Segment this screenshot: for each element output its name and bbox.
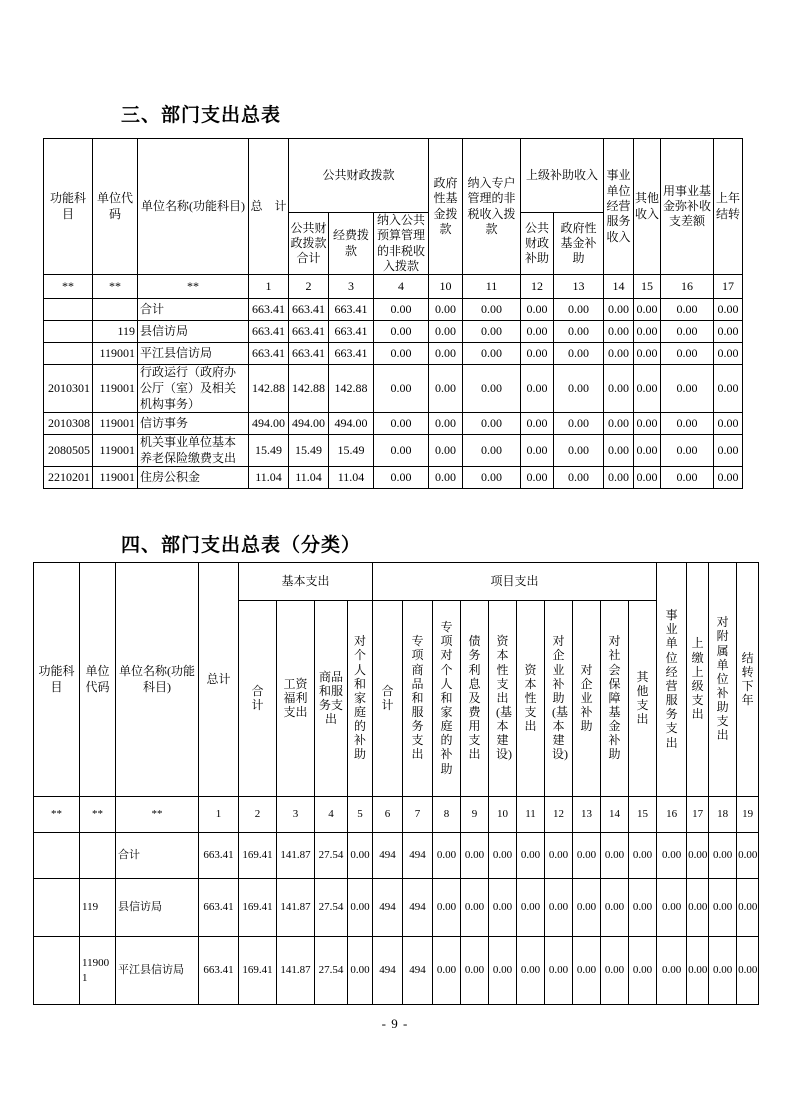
col-expense-grant: 经费拨款 [329, 213, 374, 275]
table-cell: 663.41 [199, 833, 239, 879]
table-row [34, 879, 759, 937]
table-cell: 27.54 [315, 879, 348, 937]
table-cell: 169.41 [239, 833, 277, 879]
table-cell: 8 [433, 797, 461, 833]
table-cell: 0.00 [661, 467, 714, 489]
table-cell: 0.00 [489, 879, 517, 937]
table-cell: 494.00 [289, 413, 329, 435]
table-cell: 13 [573, 797, 601, 833]
table-cell: 119001 [93, 435, 138, 467]
table-cell: 0.00 [545, 833, 573, 879]
table-cell: 5 [348, 797, 373, 833]
table-cell: 0.00 [687, 937, 709, 1005]
table-cell: 13 [554, 275, 604, 299]
col-gov-fund-grant: 政府性基金拨款 [429, 139, 463, 275]
table-cell: 0.00 [374, 435, 429, 467]
table-cell: 119 [80, 879, 116, 937]
col-special-personal-family: 专项对个人和家庭的补助 [433, 601, 461, 797]
table-cell: 0.00 [461, 833, 489, 879]
table-cell: 0.00 [554, 365, 604, 413]
table-cell: 119001 [93, 467, 138, 489]
col-prev-year-carryover: 上年结转 [714, 139, 743, 275]
table-cell: 15.49 [289, 435, 329, 467]
table-cell: 141.87 [277, 879, 315, 937]
table-cell: 0.00 [429, 343, 463, 365]
table-cell: 机关事业单位基本养老保险缴费支出 [138, 435, 249, 467]
table-cell: 0.00 [714, 435, 743, 467]
table-cell: ** [116, 797, 199, 833]
table-cell: 0.00 [709, 833, 737, 879]
table-cell: 0.00 [554, 321, 604, 343]
col-enterprise-subsidy-basic: 对企业补助(基本建设) [545, 601, 573, 797]
table-cell: 6 [373, 797, 403, 833]
col-capital: 资本性支出 [517, 601, 545, 797]
table-cell: 119 [93, 321, 138, 343]
table-cell: 494.00 [329, 413, 374, 435]
col-unit-name: 单位名称(功能科目) [116, 563, 199, 797]
table-cell: 0.00 [657, 879, 687, 937]
table-cell [34, 937, 80, 1005]
table-cell: 0.00 [433, 937, 461, 1005]
col-enterprise-subsidy: 对企业补助 [573, 601, 601, 797]
table-cell: 11 [463, 275, 521, 299]
table-cell: 0.00 [634, 413, 661, 435]
table-cell: 0.00 [374, 365, 429, 413]
table-cell: 2210201 [44, 467, 93, 489]
table-cell: 0.00 [429, 321, 463, 343]
table-cell: 0.00 [661, 365, 714, 413]
table-cell: 0.00 [737, 879, 759, 937]
table-cell: 0.00 [463, 413, 521, 435]
table-cell: 2 [239, 797, 277, 833]
col-business-service-income: 事业单位经营服务收入 [604, 139, 634, 275]
table-cell: 0.00 [489, 833, 517, 879]
table-cell: 0.00 [521, 435, 554, 467]
table-cell: 0.00 [429, 467, 463, 489]
table-cell: 0.00 [573, 833, 601, 879]
group-basic-expenditure: 基本支出 [239, 563, 373, 601]
table-cell: 119001 [93, 343, 138, 365]
table-cell: 0.00 [629, 833, 657, 879]
table-cell: ** [138, 275, 249, 299]
col-goods-services: 商品和服务支出 [315, 601, 348, 797]
table-cell: 17 [714, 275, 743, 299]
table-cell: 0.00 [661, 413, 714, 435]
department-expenditure-classified-table [33, 562, 759, 1005]
col-other-income: 其他收入 [634, 139, 661, 275]
table-cell: 7 [403, 797, 433, 833]
table-cell: 15.49 [329, 435, 374, 467]
table-cell: 0.00 [714, 413, 743, 435]
table-cell: 0.00 [545, 937, 573, 1005]
table-cell: 0.00 [687, 879, 709, 937]
table-cell: 0.00 [433, 879, 461, 937]
col-business-service-expense: 事业单位经营服务支出 [657, 563, 687, 797]
table-cell: 0.00 [517, 937, 545, 1005]
table-cell: 0.00 [604, 413, 634, 435]
table-cell: 16 [657, 797, 687, 833]
col-carryover-next-year: 结转下年 [737, 563, 759, 797]
table-cell: 0.00 [521, 413, 554, 435]
table-cell: 0.00 [463, 343, 521, 365]
table-cell: 0.00 [604, 343, 634, 365]
table-cell: 11.04 [329, 467, 374, 489]
table-cell: 0.00 [433, 833, 461, 879]
table-cell: 0.00 [601, 879, 629, 937]
table-cell: 0.00 [657, 833, 687, 879]
table-cell: 0.00 [348, 833, 373, 879]
col-total: 总 计 [249, 139, 289, 275]
group-public-finance: 公共财政拨款 [289, 139, 429, 213]
table-cell: 663.41 [289, 343, 329, 365]
table-cell: 0.00 [737, 937, 759, 1005]
table-cell: 0.00 [517, 833, 545, 879]
table-cell: 0.00 [521, 365, 554, 413]
table-cell: 合计 [138, 299, 249, 321]
table-cell: 0.00 [573, 937, 601, 1005]
table-cell: 0.00 [348, 879, 373, 937]
table-cell: 17 [687, 797, 709, 833]
table-cell: 11.04 [249, 467, 289, 489]
table-cell: 494 [403, 833, 433, 879]
table-cell: 10 [429, 275, 463, 299]
table3-title: 三、部门支出总表 [121, 105, 282, 126]
table-cell: 0.00 [463, 321, 521, 343]
table-cell: 16 [661, 275, 714, 299]
table-cell: 4 [374, 275, 429, 299]
table-cell: 142.88 [329, 365, 374, 413]
table-cell: 2 [289, 275, 329, 299]
table-cell: 0.00 [573, 879, 601, 937]
table-cell: 0.00 [429, 413, 463, 435]
table-cell [44, 299, 93, 321]
table-cell: 0.00 [429, 299, 463, 321]
table-cell [44, 343, 93, 365]
table-cell: 0.00 [661, 343, 714, 365]
col-nontax-in-budget: 纳入公共预算管理的非税收入拨款 [374, 213, 429, 275]
table-cell: 0.00 [521, 343, 554, 365]
table-cell: 169.41 [239, 879, 277, 937]
table-cell: 663.41 [249, 299, 289, 321]
page-number: - 9 - [381, 1016, 409, 1031]
table-cell: 0.00 [657, 937, 687, 1005]
table-row [44, 467, 743, 489]
table-cell: 0.00 [634, 321, 661, 343]
table-cell [34, 879, 80, 937]
table-cell: 0.00 [461, 879, 489, 937]
table-cell: 0.00 [554, 413, 604, 435]
table-cell: 0.00 [714, 299, 743, 321]
col-capital-basic-construction: 资本性支出(基本建设) [489, 601, 517, 797]
table-cell: 0.00 [601, 937, 629, 1005]
table-cell: 0.00 [714, 365, 743, 413]
col-debt-interest-fee: 债务利息及费用支出 [461, 601, 489, 797]
table-cell: 10 [489, 797, 517, 833]
table-cell: ** [34, 797, 80, 833]
table-cell [80, 833, 116, 879]
table-cell: 494 [403, 937, 433, 1005]
table-cell: 663.41 [249, 343, 289, 365]
table-cell: 0.00 [521, 321, 554, 343]
table-cell: 0.00 [634, 299, 661, 321]
col-unit-code: 单位代码 [80, 563, 116, 797]
table-cell: 0.00 [687, 833, 709, 879]
department-expenditure-table [43, 138, 743, 489]
table-row [44, 343, 743, 365]
table-cell: 0.00 [374, 299, 429, 321]
table-cell: 663.41 [199, 879, 239, 937]
table-cell: 663.41 [329, 343, 374, 365]
col-func-subject: 功能科目 [44, 139, 93, 275]
table-cell: 0.00 [463, 467, 521, 489]
col-gov-fund-subsidy: 政府性基金补助 [554, 213, 604, 275]
table-cell [44, 321, 93, 343]
table-cell: 494 [373, 833, 403, 879]
table-cell: 0.00 [554, 343, 604, 365]
table-cell: 2010301 [44, 365, 93, 413]
table-cell: 119001 [93, 413, 138, 435]
table-cell: 合计 [116, 833, 199, 879]
table-cell: 12 [545, 797, 573, 833]
table-cell: 494 [373, 879, 403, 937]
table-cell: 0.00 [517, 879, 545, 937]
col-basic-total: 合计 [239, 601, 277, 797]
table-cell: 0.00 [629, 937, 657, 1005]
table-cell: 142.88 [249, 365, 289, 413]
table4-title: 四、部门支出总表（分类） [121, 535, 362, 556]
table-cell: 663.41 [289, 321, 329, 343]
col-unit-name: 单位名称(功能科目) [138, 139, 249, 275]
table-cell: 663.41 [329, 321, 374, 343]
col-other-expense: 其他支出 [629, 601, 657, 797]
table-row [44, 413, 743, 435]
table-cell: 0.00 [714, 467, 743, 489]
table-cell: 12 [521, 275, 554, 299]
table-cell: 平江县信访局 [116, 937, 199, 1005]
table-cell: 0.00 [554, 435, 604, 467]
table-cell: 0.00 [554, 299, 604, 321]
table-cell: 18 [709, 797, 737, 833]
table-cell: 县信访局 [116, 879, 199, 937]
table-cell: 119001 [93, 365, 138, 413]
table-cell: 0.00 [521, 299, 554, 321]
col-salary-welfare: 工资福利支出 [277, 601, 315, 797]
table-cell [93, 299, 138, 321]
table-cell: 27.54 [315, 937, 348, 1005]
table-cell: 169.41 [239, 937, 277, 1005]
table-cell: 663.41 [289, 299, 329, 321]
table-cell: 0.00 [554, 467, 604, 489]
table-cell: 信访事务 [138, 413, 249, 435]
col-social-security-fund-subsidy: 对社会保障基金补助 [601, 601, 629, 797]
col-personal-family-subsidy: 对个人和家庭的补助 [348, 601, 373, 797]
table-cell: 0.00 [634, 435, 661, 467]
col-unit-code: 单位代码 [93, 139, 138, 275]
table-cell: 0.00 [489, 937, 517, 1005]
table-cell: 0.00 [521, 467, 554, 489]
table-cell: 0.00 [429, 435, 463, 467]
table-cell: 0.00 [604, 321, 634, 343]
table-cell: 1 [199, 797, 239, 833]
table-cell: 0.00 [634, 343, 661, 365]
table-cell: ** [44, 275, 93, 299]
table-cell: 0.00 [463, 365, 521, 413]
table-row [44, 299, 743, 321]
table-cell: 141.87 [277, 833, 315, 879]
table-cell: 19 [737, 797, 759, 833]
table-cell: 0.00 [374, 467, 429, 489]
table-cell: 119001 [80, 937, 116, 1005]
table-cell: 0.00 [661, 299, 714, 321]
table-cell: 15.49 [249, 435, 289, 467]
table-cell: 3 [277, 797, 315, 833]
table-cell: ** [93, 275, 138, 299]
table-cell: 2080505 [44, 435, 93, 467]
table-row [34, 833, 759, 879]
table-cell: 0.00 [374, 321, 429, 343]
table-cell [34, 833, 80, 879]
table-cell: 0.00 [545, 879, 573, 937]
table-cell: 0.00 [463, 299, 521, 321]
table-cell: 0.00 [629, 879, 657, 937]
col-public-finance-subsidy: 公共财政补助 [521, 213, 554, 275]
col-pay-upper-level: 上缴上级支出 [687, 563, 709, 797]
col-total: 总计 [199, 563, 239, 797]
table-row [44, 321, 743, 343]
column-index-row [44, 275, 743, 299]
col-special-goods-services: 专项商品和服务支出 [403, 601, 433, 797]
table-row [44, 365, 743, 413]
table-cell: 494 [403, 879, 433, 937]
col-nontax-special: 纳入专户管理的非税收入拨款 [463, 139, 521, 275]
table-cell: 行政运行（政府办公厅（室）及相关机构事务） [138, 365, 249, 413]
table-cell: 0.00 [461, 937, 489, 1005]
table-cell: 663.41 [329, 299, 374, 321]
table-cell: 0.00 [709, 937, 737, 1005]
table-cell: 县信访局 [138, 321, 249, 343]
table-cell: 0.00 [634, 365, 661, 413]
table-cell: 494 [373, 937, 403, 1005]
table-cell: 0.00 [714, 321, 743, 343]
table-cell: 0.00 [661, 435, 714, 467]
col-public-finance-total: 公共财政拨款合计 [289, 213, 329, 275]
table-cell: 15 [634, 275, 661, 299]
table-cell: 3 [329, 275, 374, 299]
table-cell: 0.00 [374, 343, 429, 365]
table-cell: 0.00 [634, 467, 661, 489]
table-row [34, 937, 759, 1005]
table-cell: 0.00 [348, 937, 373, 1005]
table-cell: 0.00 [463, 435, 521, 467]
table-cell: 14 [601, 797, 629, 833]
table-cell: 663.41 [199, 937, 239, 1005]
table-row [44, 435, 743, 467]
table-cell: 0.00 [709, 879, 737, 937]
table-cell: 0.00 [714, 343, 743, 365]
col-project-total: 合计 [373, 601, 403, 797]
col-func-subject: 功能科目 [34, 563, 80, 797]
table-cell: 15 [629, 797, 657, 833]
table-cell: ** [80, 797, 116, 833]
table-cell: 0.00 [604, 365, 634, 413]
table-cell: 663.41 [249, 321, 289, 343]
table-cell: 11.04 [289, 467, 329, 489]
table-cell: 141.87 [277, 937, 315, 1005]
table-cell: 27.54 [315, 833, 348, 879]
table-cell: 平江县信访局 [138, 343, 249, 365]
table-cell: 0.00 [737, 833, 759, 879]
table-cell: 11 [517, 797, 545, 833]
table-cell: 0.00 [604, 467, 634, 489]
table-cell: 0.00 [604, 435, 634, 467]
table-cell: 14 [604, 275, 634, 299]
table-cell: 0.00 [429, 365, 463, 413]
table-cell: 142.88 [289, 365, 329, 413]
table-cell: 0.00 [601, 833, 629, 879]
table-cell: 0.00 [374, 413, 429, 435]
table-cell: 1 [249, 275, 289, 299]
table-cell: 0.00 [604, 299, 634, 321]
group-superior-subsidy: 上级补助收入 [521, 139, 604, 213]
column-index-row [34, 797, 759, 833]
table-cell: 9 [461, 797, 489, 833]
table-cell: 4 [315, 797, 348, 833]
col-career-fund-balance: 用事业基金弥补收支差额 [661, 139, 714, 275]
table-cell: 0.00 [661, 321, 714, 343]
group-project-expenditure: 项目支出 [373, 563, 657, 601]
table-cell: 住房公积金 [138, 467, 249, 489]
table-cell: 494.00 [249, 413, 289, 435]
table-cell: 2010308 [44, 413, 93, 435]
col-affiliated-unit-subsidy: 对附属单位补助支出 [709, 563, 737, 797]
